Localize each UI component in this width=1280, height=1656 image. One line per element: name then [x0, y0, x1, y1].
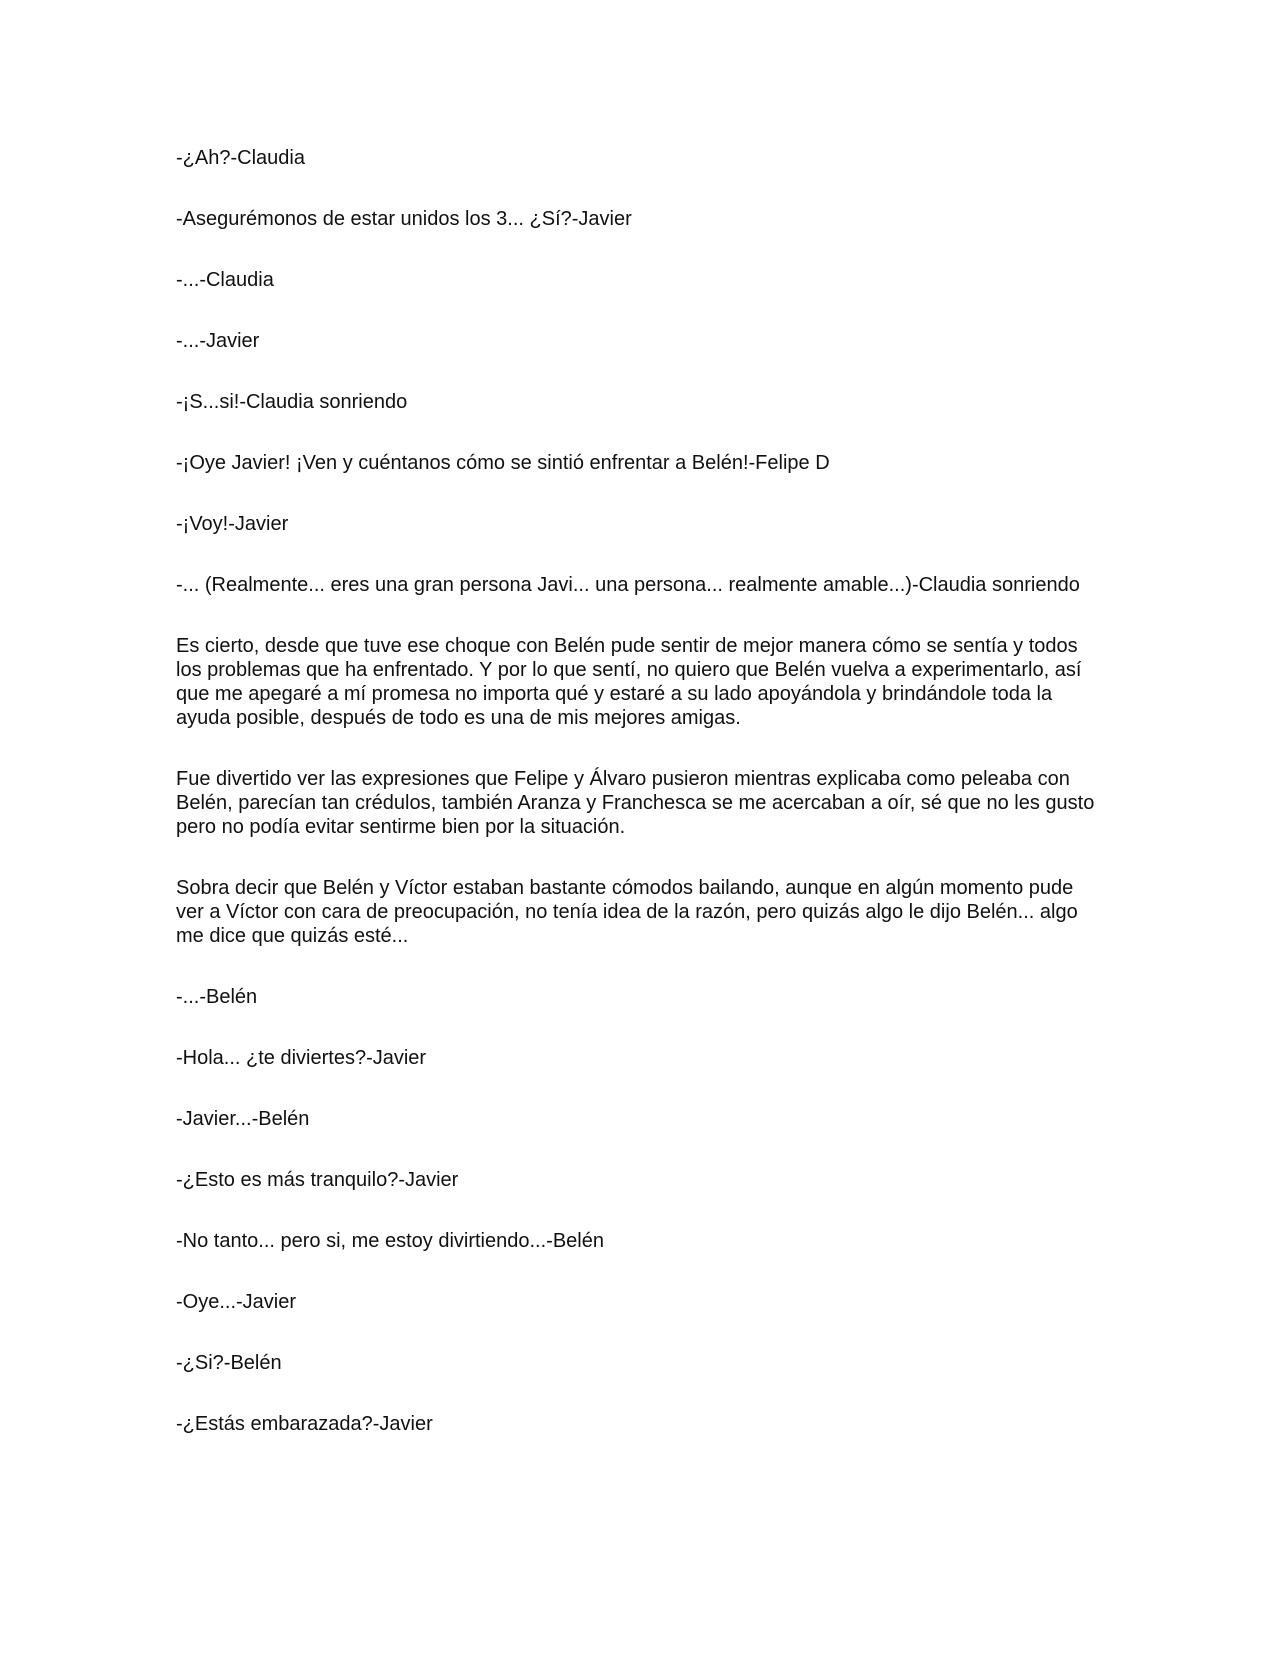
dialogue-line: -¿Ah?-Claudia — [176, 147, 305, 169]
dialogue-line: -No tanto... pero si, me estoy divirtiendo...-Belén — [176, 1230, 604, 1252]
dialogue-line: -¿Esto es más tranquilo?-Javier — [176, 1169, 459, 1191]
narrative-paragraph: Es cierto, desde que tuve ese choque con Belén pude sentir de mejor manera cómo se sentía y todos los problemas que ha enfrentado. Y por lo que sentí, no quiero que Belén vuelva a experimentarlo, así que me apegaré a mí promesa no importa qué y estaré a su lado apoyándola y brindándole toda la ayuda posible, después de todo es una de mis mejores amigas. — [176, 635, 1082, 729]
dialogue-line: -Javier...-Belén — [176, 1108, 310, 1130]
dialogue-line: -¿Estás embarazada?-Javier — [176, 1413, 433, 1435]
narrative-paragraph: Sobra decir que Belén y Víctor estaban bastante cómodos bailando, aunque en algún momento pude ver a Víctor con cara de preocupación, no tenía idea de la razón, pero quizás algo le dijo Belén... algo me dice que quizás esté... — [176, 877, 1078, 947]
dialogue-line: -...-Javier — [176, 330, 260, 352]
dialogue-line: -Oye...-Javier — [176, 1291, 297, 1313]
dialogue-line: -¡Oye Javier! ¡Ven y cuéntanos cómo se sintió enfrentar a Belén!-Felipe D — [176, 452, 830, 474]
dialogue-line: -...-Belén — [176, 986, 258, 1008]
narrative-paragraph: Fue divertido ver las expresiones que Felipe y Álvaro pusieron mientras explicaba como peleaba con Belén, parecían tan crédulos, también Aranza y Franchesca se me acercaban a oír, sé que no les gusto pero no podía evitar sentirme bien por la situación. — [176, 768, 1095, 838]
document-body — [176, 146, 1096, 1473]
dialogue-line: -¡Voy!-Javier — [176, 513, 289, 535]
dialogue-line: -¿Si?-Belén — [176, 1352, 282, 1374]
dialogue-line: -...-Claudia — [176, 269, 274, 291]
dialogue-line: -¡S...si!-Claudia sonriendo — [176, 391, 408, 413]
dialogue-line: -Asegurémonos de estar unidos los 3... ¿Sí?-Javier — [176, 208, 632, 230]
dialogue-line: -Hola... ¿te diviertes?-Javier — [176, 1047, 427, 1069]
dialogue-line: -... (Realmente... eres una gran persona Javi... una persona... realmente amable...)-Claudia sonriendo — [176, 574, 1080, 596]
